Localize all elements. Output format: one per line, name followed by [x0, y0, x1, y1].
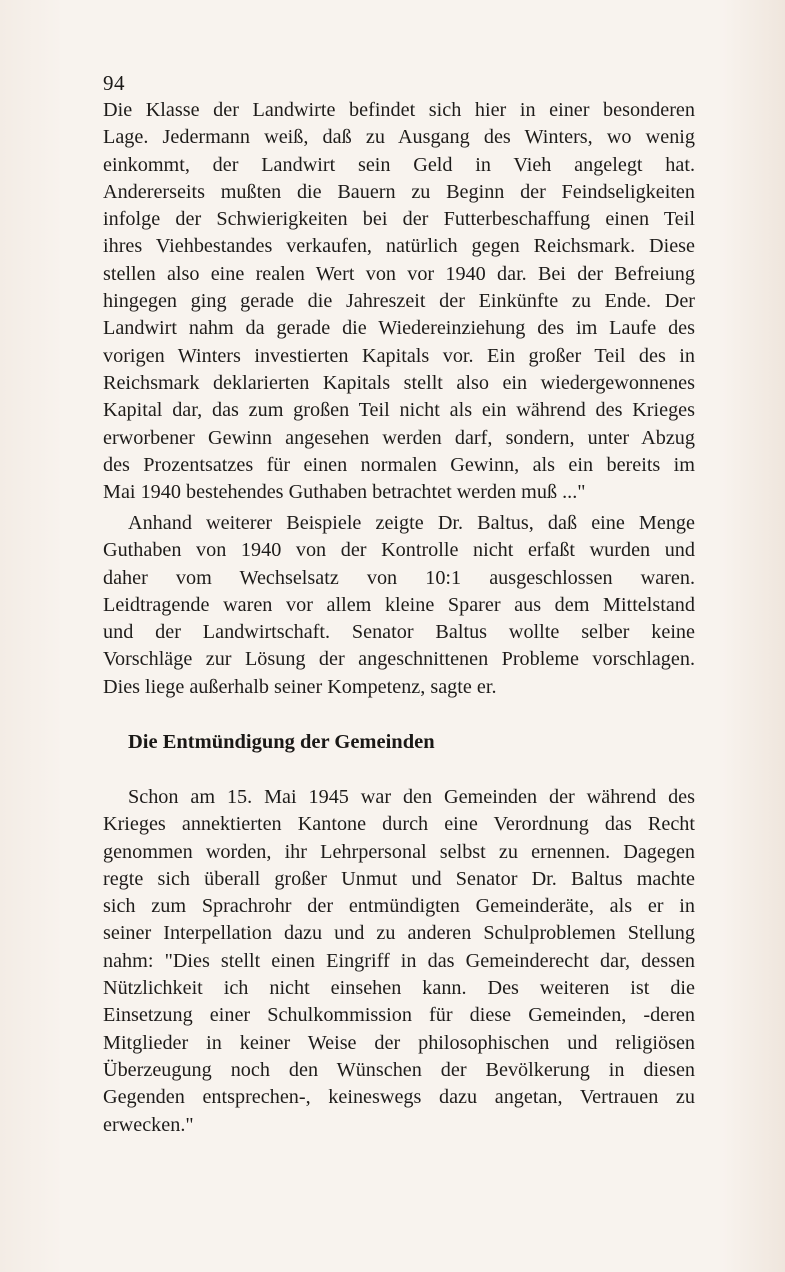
text-line: seiner Interpellation dazu und zu anderen Schulproblemen Stellung — [103, 922, 695, 945]
text-line: daher vom Wechselsatz von 10:1 ausgeschlossen waren. — [103, 566, 695, 589]
text-line: Mai 1940 bestehendes Guthaben betrachtet werden muß ..." — [103, 481, 586, 504]
text-line: Kapital dar, das zum großen Teil nicht als ein während des Krieges — [103, 399, 695, 422]
text-line: Krieges annektierten Kantone durch eine Verordnung das Recht — [103, 813, 695, 836]
text-line: nahm: "Dies stellt einen Eingriff in das Gemeinderecht dar, dessen — [103, 949, 695, 972]
text-line: des Prozentsatzes für einen normalen Gewinn, als ein bereits im — [103, 453, 695, 476]
text-line: Leidtragende waren vor allem kleine Sparer aus dem Mittelstand — [103, 593, 695, 616]
text-line: ihres Viehbestandes verkaufen, natürlich gegen Reichsmark. Diese — [103, 235, 695, 258]
text-line: hingegen ging gerade die Jahreszeit der Einkünfte zu Ende. Der — [103, 290, 695, 313]
text-line: Mitglieder in keiner Weise der philosophischen und religiösen — [103, 1031, 695, 1054]
text-line: Die Klasse der Landwirte befindet sich hier in einer besonderen — [103, 99, 695, 121]
text-line: vorigen Winters investierten Kapitals vor. Ein großer Teil des in — [103, 344, 695, 367]
text-line: stellen also eine realen Wert von vor 1940 dar. Bei der Befreiung — [103, 262, 695, 285]
text-line: sich zum Sprachrohr der entmündigten Gemeinderäte, als er in — [103, 895, 695, 918]
text-line: Vorschläge zur Lösung der angeschnittenen Probleme vorschlagen. — [103, 648, 695, 671]
paragraph-2 — [103, 510, 695, 701]
text-line: Gegenden entsprechen-, keineswegs dazu angetan, Vertrauen zu — [103, 1086, 695, 1109]
text-line: Reichsmark deklarierten Kapitals stellt also ein wiedergewonnenes — [103, 371, 695, 394]
text-line: Andererseits mußten die Bauern zu Beginn der Feindseligkeiten — [103, 180, 695, 203]
text-line: Anhand weiterer Beispiele zeigte Dr. Baltus, daß eine Menge — [128, 512, 695, 534]
section-heading: Die Entmündigung der Gemeinden — [128, 731, 435, 753]
text-line: einkommt, der Landwirt sein Geld in Vieh angelegt hat. — [103, 153, 695, 176]
paragraph-3 — [103, 784, 695, 1139]
text-line: Schon am 15. Mai 1945 war den Gemeinden der während des — [128, 786, 695, 808]
text-line: Landwirt nahm da gerade die Wiedereinziehung des im Laufe des — [103, 317, 695, 340]
text-line: Nützlichkeit ich nicht einsehen kann. Des weiteren ist die — [103, 977, 695, 1000]
text-line: Lage. Jedermann weiß, daß zu Ausgang des Winters, wo wenig — [103, 126, 695, 149]
text-line: Überzeugung noch den Wünschen der Bevölkerung in diesen — [103, 1058, 695, 1081]
text-line: Einsetzung einer Schulkommission für diese Gemeinden, -deren — [103, 1004, 695, 1027]
text-line: Dies liege außerhalb seiner Kompetenz, sagte er. — [103, 675, 497, 698]
text-line: infolge der Schwierigkeiten bei der Futterbeschaffung einen Teil — [103, 208, 695, 231]
page-number: 94 — [103, 71, 125, 95]
text-line: erwecken." — [103, 1113, 194, 1136]
text-line: genommen worden, ihr Lehrpersonal selbst zu ernennen. Dagegen — [103, 840, 695, 863]
paragraph-1 — [103, 97, 695, 506]
text-line: erworbener Gewinn angesehen werden darf, sondern, unter Abzug — [103, 426, 695, 449]
text-line: und der Landwirtschaft. Senator Baltus wollte selber keine — [103, 621, 695, 644]
text-line: Guthaben von 1940 von der Kontrolle nicht erfaßt wurden und — [103, 539, 695, 562]
text-line: regte sich überall großer Unmut und Senator Dr. Baltus machte — [103, 867, 695, 890]
